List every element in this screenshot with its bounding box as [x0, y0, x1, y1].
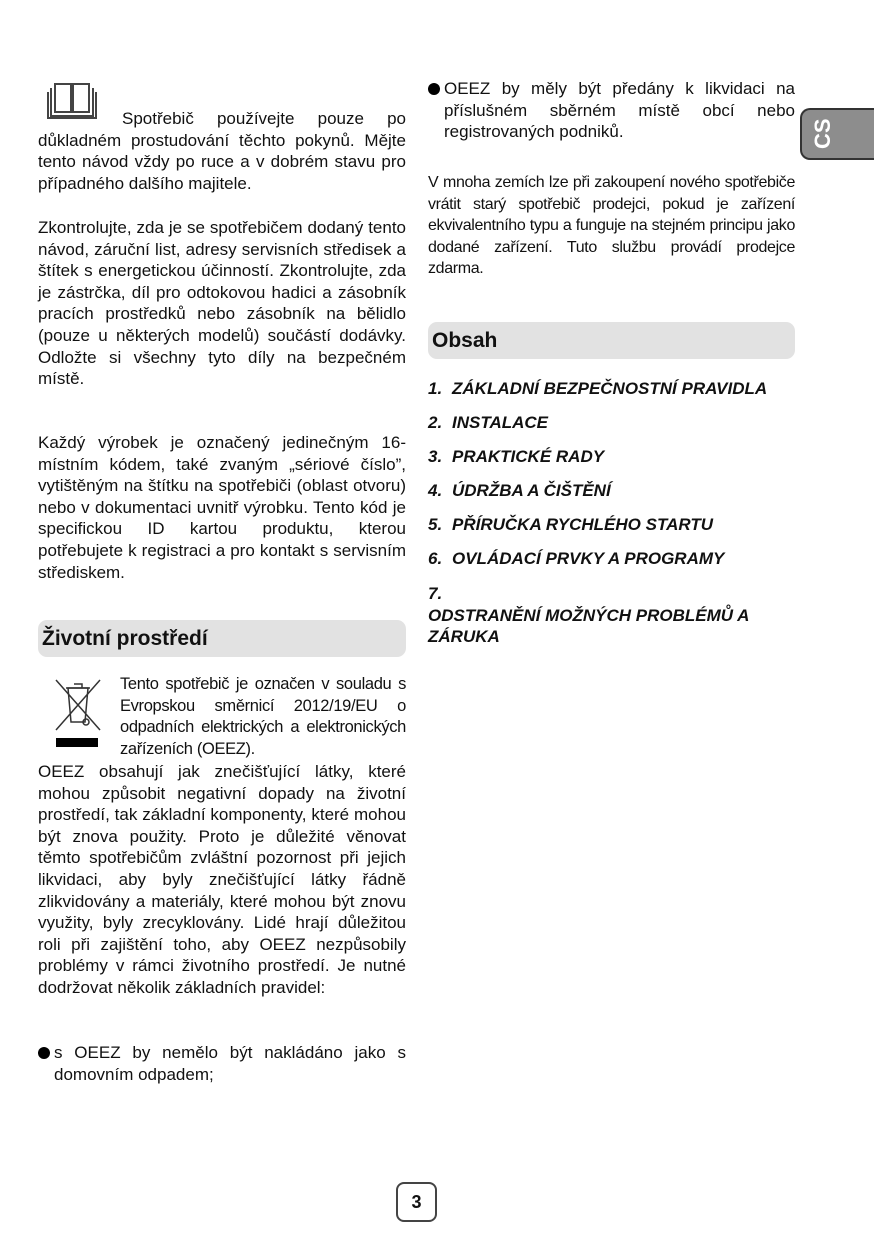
- toc-item-1[interactable]: [428, 378, 795, 400]
- weee-directive-text: Tento spotřebič je označen v souladu s Evropskou směrnicí 2012/19/EU o odpadních elektrických a elektronických zařízeních (OEEZ).: [120, 675, 406, 758]
- bullet-collection-point: OEEZ by měly být předány k likvidaci na příslušném sběrném místě obcí nebo registrovaných podniků.: [428, 78, 795, 143]
- toc-title: PŘÍRUČKA RYCHLÉHO STARTU: [452, 515, 713, 534]
- toc-number: 1.: [428, 379, 443, 398]
- bullet-household-waste: s OEEZ by nemělo být nakládáno jako s domovním odpadem;: [38, 1042, 406, 1085]
- toc-title: PRAKTICKÉ RADY: [452, 447, 605, 466]
- weee-bin-icon: [54, 678, 102, 750]
- toc-item-7[interactable]: [428, 583, 795, 648]
- toc-item-4[interactable]: [428, 480, 795, 502]
- toc-number: 4.: [428, 481, 443, 500]
- page-number: 3: [396, 1182, 437, 1222]
- oeez-paragraph: OEEZ obsahují jak znečišťující látky, které mohou způsobit negativní dopady na životní prostředí, tak základní komponenty, které mohou být znova použity. Proto je důležité věnovat těmto spotřebičům zvláštní pozornost při jejich likvidaci, aby byly znečišťující látky řádně zlikvidovány a materiály, které mohou být znovu využity, byly zrecyklovány. Lidé hrají důležitou roli při zajištění toho, aby OEEZ nezpůsobily problémy v rámci životního prostředí. Je nutné dodržovat několik základních pravidel:: [38, 762, 406, 997]
- toc-number: 7.: [428, 584, 443, 603]
- toc-number: 3.: [428, 447, 443, 466]
- serial-number-paragraph: Každý výrobek je označený jedinečným 16-místním kódem, také zvaným „sériové číslo”, vytištěným na štítku na spotřebiči (oblast otvoru) nebo v dokumentaci uvnitř výrobku. Tento kód je specifickou ID kartou produktu, kterou potřebujete k registraci a pro kontakt s servisním střediskem.: [38, 433, 406, 582]
- language-tab-label: CS: [810, 118, 835, 149]
- environment-heading: Životní prostředí: [38, 620, 406, 657]
- intro-paragraph: Spotřebič používejte pouze po důkladném prostudování těchto pokynů. Mějte tento návod vždy po ruce a v dobrém stavu pro případného dalšího majitele.: [38, 109, 406, 193]
- toc-title: OVLÁDACÍ PRVKY A PROGRAMY: [452, 549, 725, 568]
- takeback-paragraph: V mnoha zemích lze při zakoupení nového spotřebiče vrátit starý spotřebič prodejci, pokud je zařízení ekvivalentního typu a funguje na stejném principu jako dodané zařízení. Tuto službu provádí prodejce zdarma.: [428, 174, 795, 278]
- toc-title: ZÁKLADNÍ BEZPEČNOSTNÍ PRAVIDLA: [452, 379, 768, 398]
- toc-number: 6.: [428, 549, 443, 568]
- toc-title: INSTALACE: [452, 413, 549, 432]
- toc-number: 2.: [428, 413, 443, 432]
- toc-number: 5.: [428, 515, 443, 534]
- toc-item-2[interactable]: [428, 412, 795, 434]
- toc-title: ÚDRŽBA A ČIŠTĚNÍ: [452, 481, 611, 500]
- toc-title: ODSTRANĚNÍ MOŽNÝCH PROBLÉMŮ A ZÁRUKA: [428, 605, 749, 647]
- language-tab: [800, 108, 874, 160]
- check-contents-paragraph: Zkontrolujte, zda je se spotřebičem dodaný tento návod, záruční list, adresy servisních středisek a štítek s energetickou účinností. Zkontrolujte, zda je zástrčka, díl pro odtokovou hadici a zásobník pracích prostředků nebo zásobník na bělidlo (pouze u některých modelů) součástí dodávky. Odložte si všechny tyto díly na bezpečném místě.: [38, 218, 406, 389]
- contents-heading: Obsah: [428, 322, 795, 359]
- toc-item-5[interactable]: [428, 514, 795, 536]
- toc-item-3[interactable]: [428, 446, 795, 468]
- toc-item-6[interactable]: [428, 548, 795, 570]
